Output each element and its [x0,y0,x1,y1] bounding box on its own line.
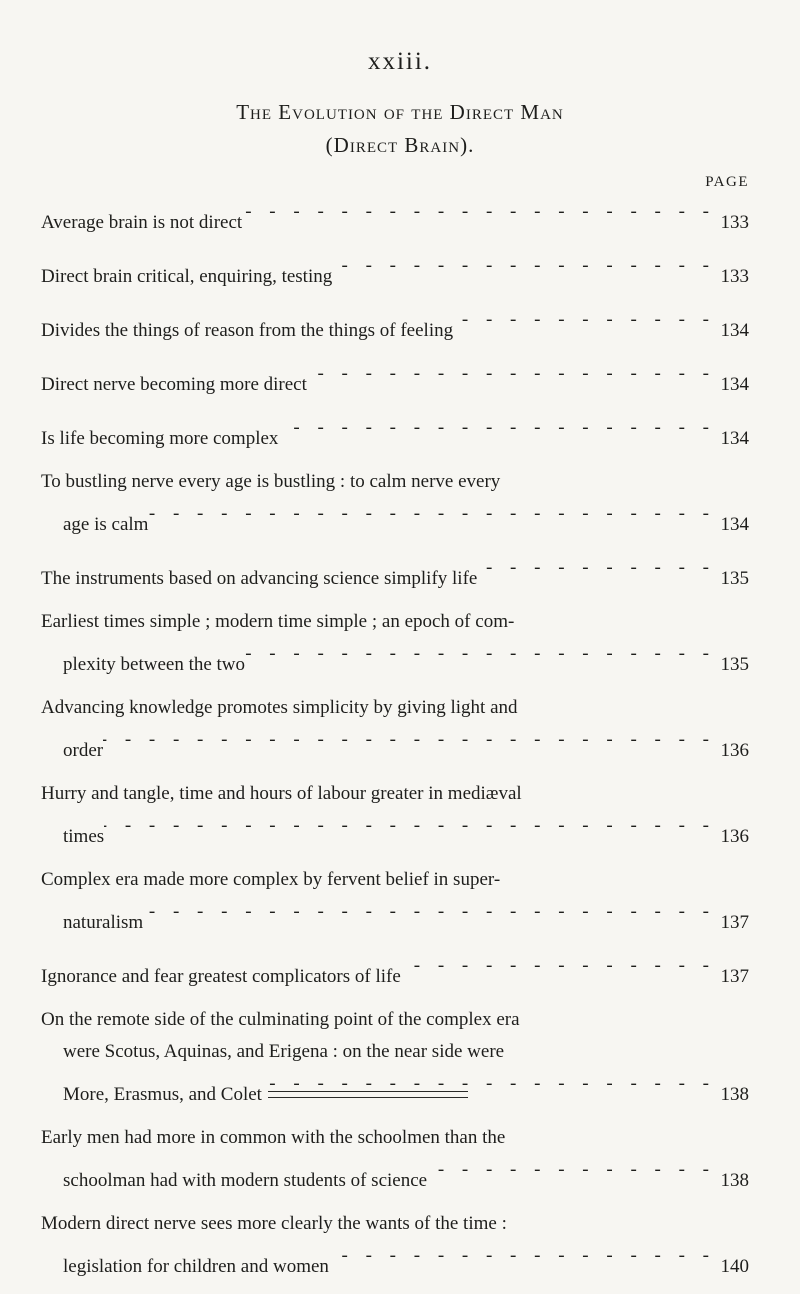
toc-entry-text: times [63,826,105,847]
toc-page-number: 137 [720,966,749,987]
toc-page-number: 140 [720,1256,749,1277]
toc-entry-line [41,778,749,810]
toc-entry-line [41,1036,749,1068]
toc-entry [41,692,749,767]
toc-entry-line [41,1004,749,1036]
dot-leader [453,304,715,336]
dot-leader [104,810,715,842]
toc-entry-line [41,466,749,498]
toc-entry [41,606,749,681]
dot-leader [148,498,715,530]
closing-rule [268,1091,468,1098]
title-line-2: (Direct Brain). [325,133,475,157]
toc-entry-text: Advancing knowledge promotes simplicity by giving light and [41,697,518,718]
toc-entry-text: Complex era made more complex by fervent belief in super- [41,869,501,890]
toc-entry [41,358,749,401]
dot-leader [278,412,715,444]
table-of-contents [41,196,749,1294]
toc-entry-text: Direct brain critical, enquiring, testing [41,266,333,287]
dot-leader [245,638,715,670]
toc-entry-line [41,606,749,638]
toc-entry-line [41,1122,749,1154]
dot-leader [427,1154,715,1186]
toc-entry [41,950,749,993]
toc-entry-text: Hurry and tangle, time and hours of labour greater in mediæval [41,783,522,804]
title-line-1: The Evolution of the Direct Man [236,100,564,124]
toc-page-number: 136 [720,826,749,847]
toc-entry-line [41,638,749,681]
toc-entry-text: The instruments based on advancing science simplify life [41,568,478,589]
toc-page-number: 133 [720,212,749,233]
dot-leader [103,724,715,756]
toc-entry-text: More, Erasmus, and Colet [63,1084,262,1105]
page-column-header: PAGE [705,174,749,190]
toc-entry [41,196,749,239]
toc-entry-line [41,1068,749,1111]
toc-entry-text: To bustling nerve every age is bustling : to calm nerve every [41,471,501,492]
toc-entry-line [41,896,749,939]
page-number: xxiii. [367,48,433,75]
toc-entry-text: Divides the things of reason from the things of feeling [41,320,454,341]
toc-entry-line [41,864,749,896]
toc-entry [41,304,749,347]
toc-entry-text: plexity between the two [63,654,246,675]
dot-leader [477,552,715,584]
toc-entry-line [41,692,749,724]
toc-page-number: 134 [720,428,749,449]
toc-entry-text: Modern direct nerve sees more clearly the wants of the time : [41,1213,507,1234]
toc-entry-text: schoolman had with modern students of science [63,1170,428,1191]
toc-entry [41,864,749,939]
dot-leader [332,250,715,282]
toc-entry-text: were Scotus, Aquinas, and Erigena : on the near side were [63,1041,505,1062]
toc-entry-text: order [63,740,104,761]
toc-page-number: 136 [720,740,749,761]
section-title [0,96,800,162]
toc-page-number: 134 [720,374,749,395]
toc-page-number: 133 [720,266,749,287]
toc-entry-text: Earliest times simple ; modern time simple ; an epoch of com- [41,611,515,632]
toc-entry-text: Direct nerve becoming more direct [41,374,307,395]
toc-entry [41,1122,749,1197]
toc-entry-line [41,1240,749,1283]
toc-entry [41,552,749,595]
toc-entry-text: Is life becoming more complex [41,428,279,449]
toc-entry-text: Average brain is not direct [41,212,243,233]
toc-entry-line [41,196,749,239]
toc-entry-text: Early men had more in common with the schoolmen than the [41,1127,506,1148]
toc-entry-text: naturalism [63,912,144,933]
toc-entry [41,466,749,541]
toc-entry-line [41,950,749,993]
toc-entry-text: Ignorance and fear greatest complicators of life [41,966,401,987]
toc-page-number: 138 [720,1084,749,1105]
toc-entry-text: legislation for children and women [63,1256,329,1277]
toc-entry [41,250,749,293]
toc-page-number: 137 [720,912,749,933]
toc-entry-line [41,1208,749,1240]
toc-entry [41,1208,749,1283]
toc-entry [41,778,749,853]
dot-leader [242,196,715,228]
toc-entry-line [41,498,749,541]
dot-leader [307,358,715,390]
toc-entry-line [41,810,749,853]
toc-entry-line [41,724,749,767]
toc-page-number: 135 [720,654,749,675]
dot-leader [143,896,715,928]
toc-entry-line [41,250,749,293]
toc-entry-line [41,552,749,595]
dot-leader [401,950,715,982]
toc-page-number: 134 [720,320,749,341]
dot-leader [329,1240,715,1272]
toc-page-number: 134 [720,514,749,535]
toc-entry-line [41,412,749,455]
toc-entry-line [41,1154,749,1197]
toc-entry-line [41,358,749,401]
toc-entry [41,412,749,455]
toc-page-number: 138 [720,1170,749,1191]
toc-entry-text: age is calm [63,514,149,535]
toc-page-number: 135 [720,568,749,589]
toc-entry-line [41,304,749,347]
toc-entry-text: On the remote side of the culminating point of the complex era [41,1009,520,1030]
